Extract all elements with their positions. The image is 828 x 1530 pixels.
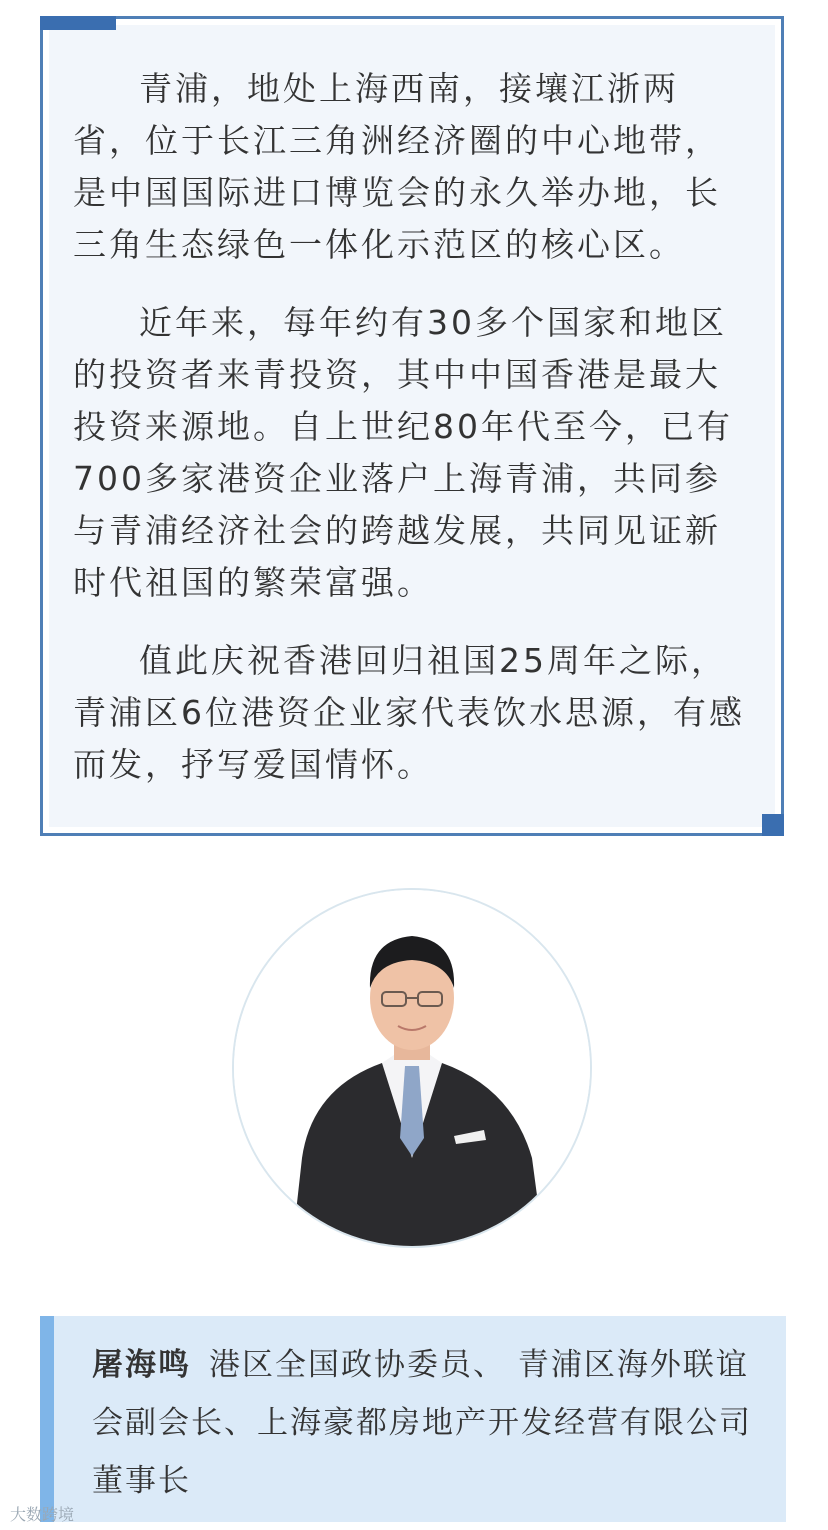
- bio-text: [92, 1336, 772, 1510]
- intro-paragraph-3: 值此庆祝香港回归祖国25周年之际，青浦区6位港资企业家代表饮水思源，有感而发，抒写爱国情怀。: [73, 641, 745, 784]
- corner-decoration-bottom-right: [762, 814, 784, 836]
- intro-box: [40, 16, 784, 836]
- intro-paragraph-1: 青浦，地处上海西南，接壤江浙两省，位于长江三角洲经济圈的中心地带，是中国国际进口博览会的永久举办地，长三角生态绿色一体化示范区的核心区。: [73, 69, 721, 264]
- watermark: 大数跨境: [10, 1505, 75, 1524]
- profile-name: 屠海鸣: [92, 1347, 191, 1383]
- corner-decoration-top-left: [40, 16, 116, 30]
- intro-text: [73, 63, 749, 817]
- portrait: [232, 888, 592, 1248]
- portrait-photo: [232, 888, 592, 1248]
- profile-title: 港区全国政协委员、 青浦区海外联谊会副会长、上海豪都房地产开发经营有限公司董事长: [92, 1347, 752, 1499]
- intro-paragraph-2: 近年来，每年约有30多个国家和地区的投资者来青投资，其中中国香港是最大投资来源地。自上世纪80年代至今，已有700多家港资企业落户上海青浦，共同参与青浦经济社会的跨越发展，共同见证新时代祖国的繁荣富强。: [73, 303, 733, 602]
- bio-box: [40, 1316, 786, 1522]
- bio-accent-bar: [40, 1316, 54, 1522]
